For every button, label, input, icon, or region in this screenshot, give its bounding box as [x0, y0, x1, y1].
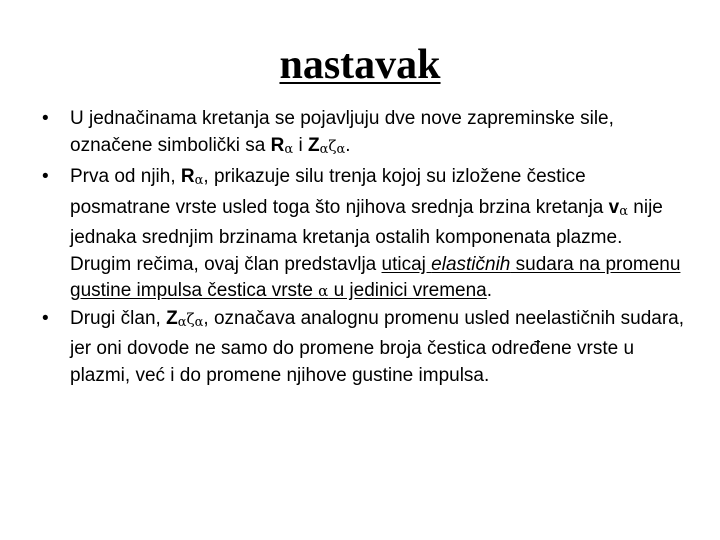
italic-word-elasticnih: elastičnih: [431, 253, 511, 275]
bullet-item-1: [42, 106, 688, 163]
bullet-1-text-b: i: [293, 134, 308, 156]
symbol-r: R: [270, 134, 285, 156]
bullet-marker: •: [42, 108, 49, 129]
symbol-zeta: ζ: [186, 309, 195, 328]
bullet-3-text-b: , označava analognu promenu usled neelastičnih sudara, jer oni dovode ne samo do promene broja čestica određene vrste u plazmi, već i do promene njihove gustine impulsa.: [70, 307, 685, 386]
bullet-2-text-a: Prva od njih,: [70, 166, 181, 187]
subscript-alpha: α: [194, 314, 204, 330]
bullet-2-text-d: .: [486, 280, 493, 301]
bullet-3-text-a: Drugi član,: [70, 307, 167, 329]
subscript-alpha: α: [619, 203, 628, 219]
symbol-alpha: α: [318, 282, 329, 300]
symbol-z: Z: [166, 307, 178, 329]
bullet-2-text-b: , prikazuje silu trenja kojoj su izložene čestice posmatrane vrste usled toga što njihova srednja brzina kretanja: [70, 166, 609, 218]
subscript-alpha: α: [284, 141, 294, 157]
subscript-alpha: α: [194, 173, 204, 188]
symbol-v: v: [608, 196, 620, 218]
subscript-alpha: α: [177, 314, 187, 330]
bullet-item-2: [42, 164, 688, 305]
bullet-1-text-c: .: [345, 134, 351, 156]
bullet-2-text-c: nije jednaka srednjim brzinama kretanja ostalih komponenata plazme. Drugim rečima, ovaj član predstavlja: [70, 196, 663, 275]
bullet-marker: •: [42, 166, 49, 187]
bullet-1-text-a: U jednačinama kretanja se pojavljuju dve nove zapreminske sile, označene simbolički sa: [70, 108, 614, 156]
bullet-item-3: [42, 306, 688, 390]
symbol-zeta: ζ: [328, 136, 337, 155]
symbol-r: R: [180, 166, 195, 187]
subscript-alpha: α: [336, 141, 346, 157]
underlined-text-c: u jedinici vremena: [328, 280, 487, 301]
underlined-text-a: uticaj: [381, 253, 432, 275]
slide-title: nastavak: [279, 42, 441, 88]
underlined-text-b: sudara na promenu gustine impulsa čestica vrste: [70, 253, 681, 301]
bullet-marker: •: [42, 307, 49, 329]
symbol-z: Z: [307, 134, 320, 156]
bullet-list: [42, 106, 688, 390]
subscript-alpha: α: [319, 141, 329, 157]
